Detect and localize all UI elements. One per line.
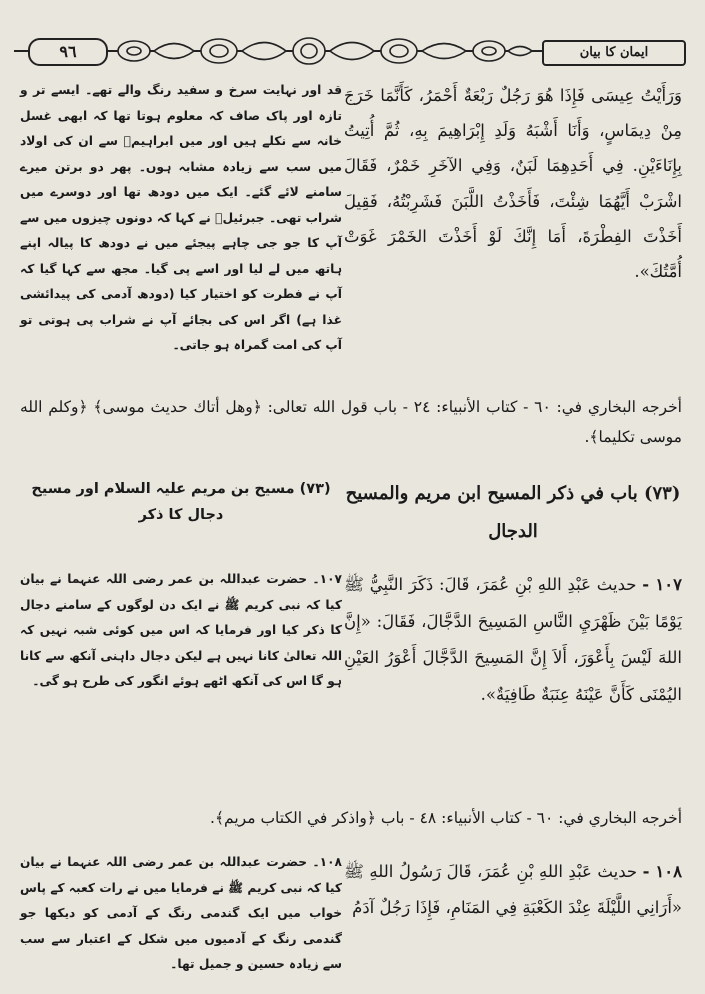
hadith-107-arabic <box>344 567 682 713</box>
page-number: ٩٦ <box>28 38 108 66</box>
chapter-title: ایمان کا بیان <box>542 40 686 66</box>
hadith-107-urdu <box>20 567 342 695</box>
header-ornament <box>114 34 534 68</box>
hadith-108-text: حديث عَبْدِ اللهِ بْنِ عُمَرَ، قَالَ رَسُولُ اللهِ ﷺ «أَرَانِي اللَّيْلَةَ عِنْدَ الكَعْبَةِ فِي المَنَامِ، فَإِذَا رَجُلٌ آدَمُ <box>344 862 682 917</box>
citation-1: أخرجه البخاري في: ٦٠ - كتاب الأنبياء: ٢٤ - باب قول الله تعالى: ﴿وهل أتاك حديث موسى﴾ ﴿وكلم الله موسى تكليما﴾. <box>20 398 682 446</box>
hadith-107-text: حديث عَبْدِ اللهِ بْنِ عُمَرَ، قَالَ: ذَكَرَ النَّبِيُّ ﷺ يَوْمًا بَيْنَ ظَهْرَيِ النَّاسِ المَسِيحَ الدَّجَّالَ، فَقَالَ: «إِنَّ اللهَ لَيْسَ بِأَعْوَرَ، أَلاَ إِنَّ المَسِيحَ الدَّجَّالَ أَعْوَرُ العَيْنِ اليُمْنَى كَأَنَّ عَيْنَهُ عِنَبَةٌ طَافِيَةٌ». <box>344 575 682 704</box>
hadith-107-urdu-text: حضرت عبداللہ بن عمر رضی اللہ عنہما نے بیان کیا کہ نبی کریم ﷺ نے ایک دن لوگوں کے سامنے دجال کا ذکر کیا اور فرمایا کہ اس میں کوئی شبہ نہیں کہ اللہ تعالیٰ کانا نہیں ہے لیکن دجال داہنی آنکھ سے کانا ہو گا اس کی آنکھ اٹھے ہوئے انگور کی طرح ہو گی۔ <box>20 572 342 688</box>
citation-2: أخرجه البخاري في: ٦٠ - كتاب الأنبياء: ٤٨ - باب ﴿واذكر في الكتاب مريم﴾. <box>210 809 682 827</box>
chapter-heading-arabic: (٧٣) باب في ذكر المسيح ابن مريم والمسيح الدجال <box>345 483 681 542</box>
page-header <box>14 34 686 68</box>
hadith-108-arabic <box>344 854 682 926</box>
arabic-text-top: وَرَأَيْتُ عِيسَى فَإِذَا هُوَ رَجُلٌ رَبْعَةٌ أَحْمَرُ، كَأَنَّمَا خَرَجَ مِنْ دِيمَاسٍ، وَأَنَا أَشْبَهُ وَلَدِ إِبْرَاهِيمَ بِهِ، ثُمَّ أُتِيتُ بِإِنَاءَيْنِ. فِي أَحَدِهِمَا لَبَنٌ، وَفِي الآخَرِ خَمْرٌ، فَقَالَ اشْرَبْ أَيَّهُمَا شِئْتَ، فَأَخَذْتُ اللَّبَنَ فَشَرِبْتُهُ، فَقِيلَ أَخَذْتَ الفِطْرَةَ، أَمَا إِنَّكَ لَوْ أَخَذْتَ الخَمْرَ غَوَتْ أُمَّتُكَ». <box>344 86 682 282</box>
chapter-heading-urdu: (۷۳) مسیح بن مریم علیہ السلام اور مسیح دجال کا ذکر <box>31 481 331 523</box>
hadith-108-urdu-number: ۱۰۸۔ <box>312 855 342 869</box>
hadith-107-urdu-number: ۱۰۷۔ <box>312 572 342 586</box>
hadith-108-number: ١٠٨ - <box>642 862 683 881</box>
hadith-108-urdu <box>20 850 342 978</box>
hadith-107-number: ١٠٧ - <box>642 575 683 594</box>
urdu-text-top: قد اور نہایت سرخ و سفید رنگ والے تھے۔ ایسے تر و تازہ اور پاک صاف کہ معلوم ہوتا تھا کہ ابھی غسل خانہ سے نکلے ہیں اور میں ابراہیمؑ سے ان کی اولاد میں سب سے زیادہ مشابہ ہوں۔ پھر دو برتن میرے سامنے لائے گئے۔ ایک میں دودھ تھا اور دوسرے میں شراب تھی۔ جبرئیلؑ نے کہا کہ دونوں چیزوں میں سے آپ کا جو جی چاہے پیجئے میں نے دودھ کا پیالہ اپنے ہاتھ میں لے لیا اور اسے پی گیا۔ مجھ سے کہا گیا کہ آپ نے فطرت کو اختیار کیا (دودھ آدمی کی پیدائشی غذا ہے) اگر اس کی بجائے آپ نے شراب پی ہوتی تو آپ کی امت گمراہ ہو جاتی۔ <box>20 83 342 352</box>
hadith-108-urdu-text: حضرت عبداللہ بن عمر رضی اللہ عنہما نے بیان کیا کہ نبی کریم ﷺ نے فرمایا میں نے رات کعبہ کے پاس خواب میں ایک گندمی رنگ کے آدمی کو دیکھا جو گندمی رنگ کے آدمیوں میں شکل کے اعتبار سے سب سے زیادہ حسین و جمیل تھا۔ <box>20 855 342 971</box>
